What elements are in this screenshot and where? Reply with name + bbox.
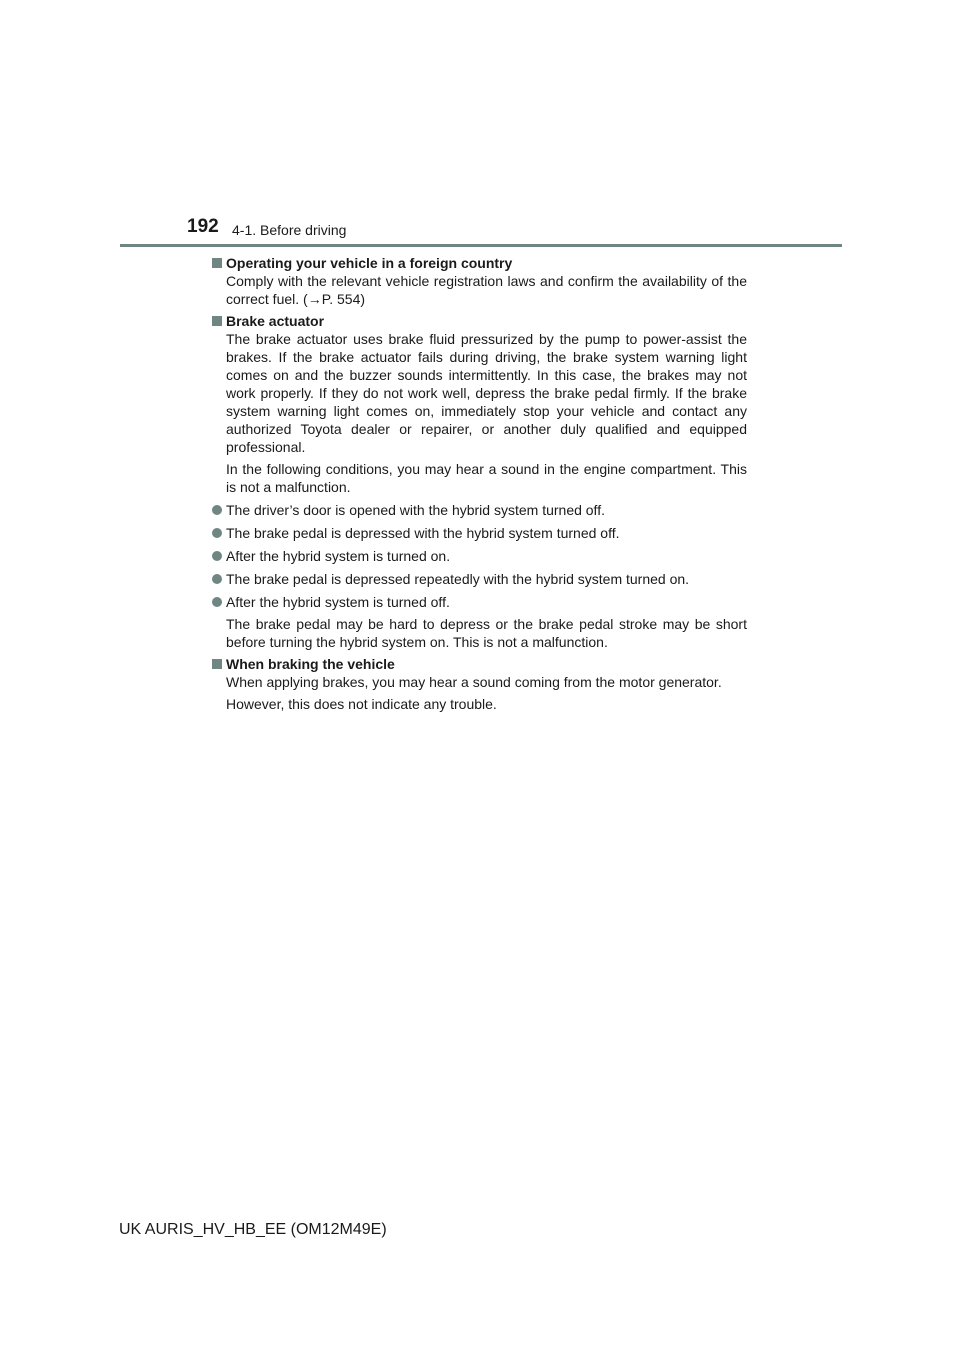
- section-title: 4-1. Before driving: [232, 222, 347, 238]
- main-content: [211, 254, 747, 717]
- list-item-text: The driver’s door is opened with the hybrid system turned off.: [226, 502, 605, 518]
- list-item: [211, 593, 747, 611]
- header-divider: [120, 244, 842, 247]
- list-item: [211, 547, 747, 565]
- list-item-text: The brake pedal is depressed with the hybrid system turned off.: [226, 525, 620, 541]
- list-item: [211, 570, 747, 588]
- list-item-text: The brake pedal is depressed repeatedly with the hybrid system turned on.: [226, 571, 690, 587]
- circle-bullet-icon: [212, 528, 222, 538]
- square-bullet-icon: [212, 659, 222, 669]
- square-bullet-icon: [212, 316, 222, 326]
- list-item-text: After the hybrid system is turned off.: [226, 594, 450, 610]
- page-footer: UK AURIS_HV_HB_EE (OM12M49E): [119, 1221, 387, 1238]
- section-heading: [211, 655, 747, 673]
- paragraph: The brake actuator uses brake fluid pressurized by the pump to power-assist the brakes. If the brake actuator fails during driving, the brake system warning light comes on and the buzzer sounds intermittently. In this case, the brakes may not work properly. If they do not work well, depress the brake pedal firmly. If the brake system warning light comes on, immediately stop your vehicle and contact any authorized Toyota dealer or repairer, or another duly qualified and equipped professional.: [226, 331, 747, 455]
- section-heading: [211, 254, 747, 272]
- square-bullet-icon: [212, 258, 222, 268]
- heading-text: When braking the vehicle: [226, 656, 395, 672]
- section-heading: [211, 312, 747, 330]
- circle-bullet-icon: [212, 505, 222, 515]
- heading-text: Brake actuator: [226, 313, 325, 329]
- section-foreign-country: [211, 254, 747, 308]
- paragraph: Comply with the relevant vehicle registration laws and confirm the availability of the correct fuel. (→P. 554): [226, 273, 747, 307]
- section-braking: [211, 655, 747, 713]
- paragraph: However, this does not indicate any trouble.: [226, 696, 497, 712]
- list-item: [211, 501, 747, 519]
- paragraph: In the following conditions, you may hear a sound in the engine compartment. This is not a malfunction.: [226, 461, 747, 495]
- page-number: 192: [187, 216, 219, 237]
- heading-text: Operating your vehicle in a foreign country: [226, 255, 513, 271]
- circle-bullet-icon: [212, 574, 222, 584]
- paragraph: When applying brakes, you may hear a sound coming from the motor generator.: [226, 674, 722, 690]
- paragraph: The brake pedal may be hard to depress or the brake pedal stroke may be short before turning the hybrid system on. This is not a malfunction.: [226, 616, 747, 650]
- circle-bullet-icon: [212, 551, 222, 561]
- list-item: [211, 524, 747, 542]
- section-brake-actuator: [211, 312, 747, 651]
- list-item-text: After the hybrid system is turned on.: [226, 548, 451, 564]
- circle-bullet-icon: [212, 597, 222, 607]
